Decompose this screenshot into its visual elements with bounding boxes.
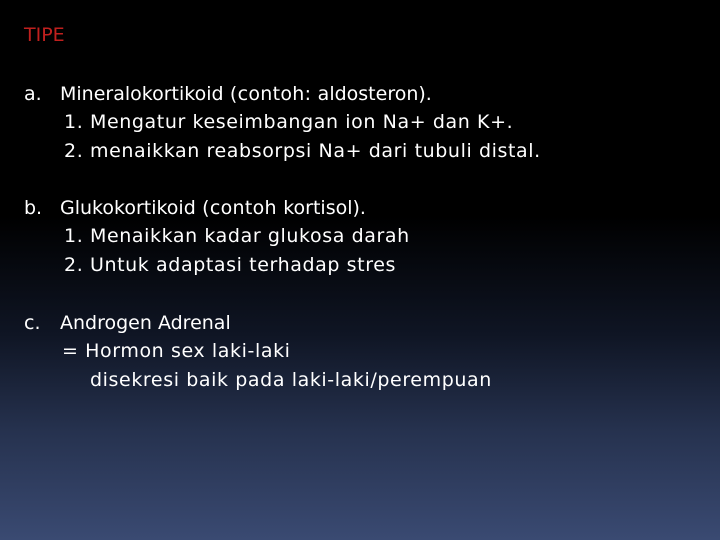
section-mineralokortikoid xyxy=(24,82,541,166)
section-heading xyxy=(24,311,492,335)
list-item: disekresi baik pada laki-laki/perempuan xyxy=(90,369,492,391)
paren-open: (contoh xyxy=(195,197,284,219)
list-item: 2. menaikkan reabsorpsi Na+ dari tubuli distal. xyxy=(64,140,541,162)
section-heading xyxy=(24,196,410,220)
list-item: 2. Untuk adaptasi terhadap stres xyxy=(64,254,397,276)
section-term: Mineralokortikoid xyxy=(60,83,224,105)
example-term: kortisol xyxy=(283,197,353,219)
list-marker: a. xyxy=(24,83,42,105)
slide-title: TIPE xyxy=(24,24,65,46)
list-item: 1. Mengatur keseimbangan ion Na+ dan K+. xyxy=(64,111,514,133)
example-term: aldosteron xyxy=(317,83,419,105)
paren-close: ). xyxy=(418,83,432,105)
list-marker: b. xyxy=(24,197,43,219)
section-term: Androgen Adrenal xyxy=(60,312,231,334)
section-term: Glukokortikoid xyxy=(60,197,196,219)
list-item: = Hormon sex laki-laki xyxy=(62,340,291,362)
section-androgen-adrenal xyxy=(24,311,492,395)
list-marker: c. xyxy=(24,312,41,334)
paren-open: (contoh: xyxy=(223,83,318,105)
list-item: 1. Menaikkan kadar glukosa darah xyxy=(64,225,410,247)
paren-close: ). xyxy=(352,197,366,219)
section-glukokortikoid xyxy=(24,196,410,280)
section-heading xyxy=(24,82,541,106)
